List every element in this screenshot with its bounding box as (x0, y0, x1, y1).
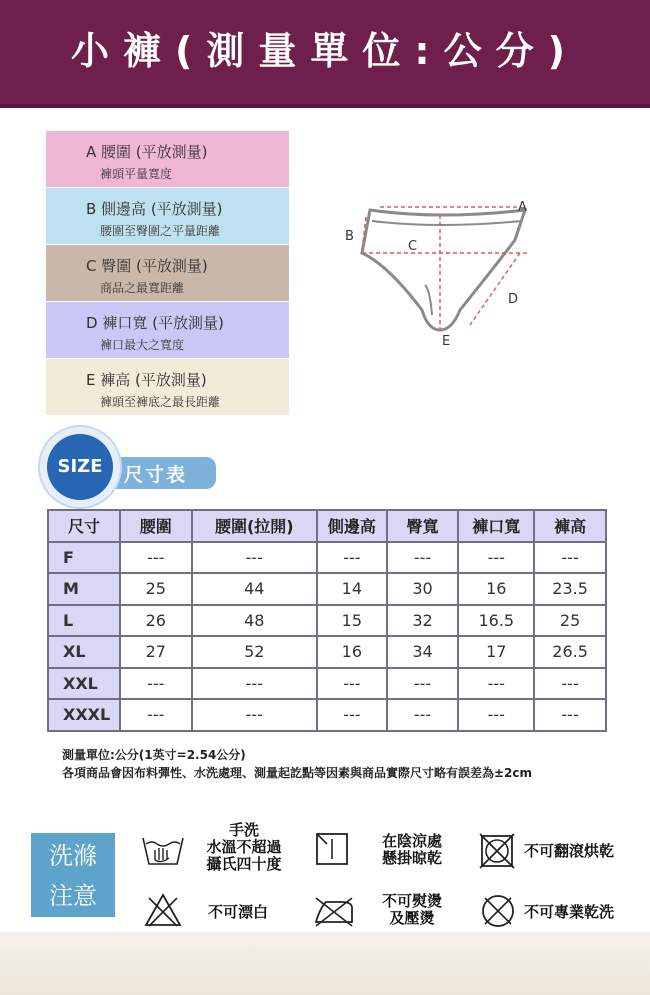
size-cell: F (48, 542, 120, 574)
table-cell: 23.5 (534, 573, 606, 605)
col-header: 褲口寬 (458, 510, 534, 542)
table-cell: 32 (387, 605, 459, 637)
measurement-legend (46, 131, 289, 416)
no-iron-icon (312, 894, 356, 928)
table-cell: --- (534, 542, 606, 574)
table-cell: --- (192, 542, 317, 574)
shade-dry-line-1: 在陰涼處 (381, 832, 442, 850)
table-row (48, 542, 606, 574)
table-cell: --- (458, 668, 534, 700)
col-header: 褲高 (534, 510, 606, 542)
header-banner (0, 0, 650, 108)
legend-desc: 褲口最大之寬度 (100, 338, 185, 352)
table-cell: --- (534, 699, 606, 731)
table-cell: --- (534, 668, 606, 700)
label-e: E (442, 334, 451, 349)
no-dry-clean-text: 不可專業乾洗 (524, 903, 615, 921)
legend-desc: 褲頭至褲底之最長距離 (100, 395, 221, 409)
hand-wash-line-2: 水溫不超過 (206, 838, 282, 856)
hand-wash-line-3: 攝氏四十度 (206, 855, 282, 873)
table-cell: 25 (534, 605, 606, 637)
table-cell: --- (192, 668, 317, 700)
note-line-2: 各項商品會因布料彈性、水洗處理、測量起訖點等因素與商品實際尺寸略有誤差為±2cm (62, 766, 533, 780)
size-cell: XXXL (48, 699, 120, 731)
table-header-row (48, 510, 606, 542)
table-cell: --- (120, 699, 192, 731)
table-row (48, 573, 606, 605)
table-cell: --- (120, 668, 192, 700)
table-cell: 52 (192, 636, 317, 668)
col-header: 側邊高 (317, 510, 387, 542)
table-cell: --- (387, 699, 459, 731)
underwear-outline (362, 210, 525, 330)
page-title: 小褲(測量單位:公分) (71, 29, 579, 73)
label-c: C (408, 239, 418, 254)
care-label-line-1: 洗滌 (49, 842, 97, 870)
table-cell: 15 (317, 605, 387, 637)
legend-item-d (46, 302, 289, 358)
no-iron-line-1: 不可熨燙 (381, 892, 442, 910)
legend-item-c (46, 245, 289, 301)
no-bleach-icon (143, 892, 183, 928)
table-row (48, 699, 606, 731)
size-chart-label: 尺寸表 (124, 464, 188, 486)
col-header: 臀寬 (387, 510, 459, 542)
legend-title: A 腰圍 (平放測量) (86, 143, 208, 161)
legend-item-e (46, 359, 289, 415)
size-table (47, 509, 607, 732)
note-line-1: 測量單位:公分(1英寸=2.54公分) (62, 748, 246, 762)
legend-desc: 褲頭平量寬度 (100, 167, 173, 181)
size-cell: XL (48, 636, 120, 668)
table-row (48, 605, 606, 637)
care-label-line-2: 注意 (49, 882, 97, 910)
size-cell: L (48, 605, 120, 637)
table-cell: --- (317, 668, 387, 700)
table-cell: 34 (387, 636, 459, 668)
table-cell: 16 (458, 573, 534, 605)
no-iron-line-2: 及壓燙 (389, 909, 435, 927)
size-badge: SIZE (47, 434, 113, 500)
table-cell: 26 (120, 605, 192, 637)
table-row (48, 668, 606, 700)
table-cell: 27 (120, 636, 192, 668)
table-cell: --- (317, 699, 387, 731)
shade-dry-text (372, 833, 452, 867)
care-label (31, 833, 115, 917)
hand-wash-line-1: 手洗 (228, 821, 259, 839)
shade-dry-line-2: 懸掛晾乾 (381, 849, 442, 867)
label-b: B (345, 229, 354, 244)
label-d: D (508, 292, 519, 307)
table-cell: --- (120, 542, 192, 574)
table-cell: 14 (317, 573, 387, 605)
underwear-diagram (340, 195, 540, 355)
legend-title: C 臀圍 (平放測量) (86, 257, 208, 275)
table-cell: 16.5 (458, 605, 534, 637)
table-cell: 25 (120, 573, 192, 605)
legend-desc: 腰圍至臀圍之平量距離 (100, 224, 221, 238)
measurement-notes (62, 746, 532, 782)
size-cell: M (48, 573, 120, 605)
shade-dry-icon (315, 832, 349, 866)
table-cell: 16 (317, 636, 387, 668)
col-header: 腰圍 (120, 510, 192, 542)
table-cell: --- (317, 542, 387, 574)
table-cell: 44 (192, 573, 317, 605)
legend-item-b (46, 188, 289, 244)
legend-desc: 商品之最寬距離 (100, 281, 185, 295)
table-cell: --- (458, 542, 534, 574)
footer-band (0, 932, 650, 995)
legend-title: D 褲口寬 (平放測量) (86, 314, 224, 332)
no-bleach-text: 不可漂白 (208, 903, 269, 921)
size-cell: XXL (48, 668, 120, 700)
no-iron-text (374, 893, 450, 927)
table-cell: 26.5 (534, 636, 606, 668)
legend-item-a (46, 131, 289, 187)
label-a: A (518, 200, 527, 215)
table-cell: --- (192, 699, 317, 731)
col-header: 腰圍(拉開) (192, 510, 317, 542)
table-cell: 17 (458, 636, 534, 668)
table-cell: --- (387, 668, 459, 700)
col-header: 尺寸 (48, 510, 120, 542)
legend-title: E 褲高 (平放測量) (86, 371, 207, 389)
table-cell: --- (458, 699, 534, 731)
table-cell: 48 (192, 605, 317, 637)
hand-wash-text (198, 822, 290, 873)
table-cell: 30 (387, 573, 459, 605)
table-cell: --- (387, 542, 459, 574)
no-tumble-dry-icon (478, 832, 516, 870)
no-tumble-dry-text: 不可翻滾烘乾 (524, 842, 615, 860)
table-row (48, 636, 606, 668)
legend-title: B 側邊高 (平放測量) (86, 200, 223, 218)
no-dry-clean-icon (479, 892, 517, 930)
hand-wash-icon (140, 830, 186, 868)
